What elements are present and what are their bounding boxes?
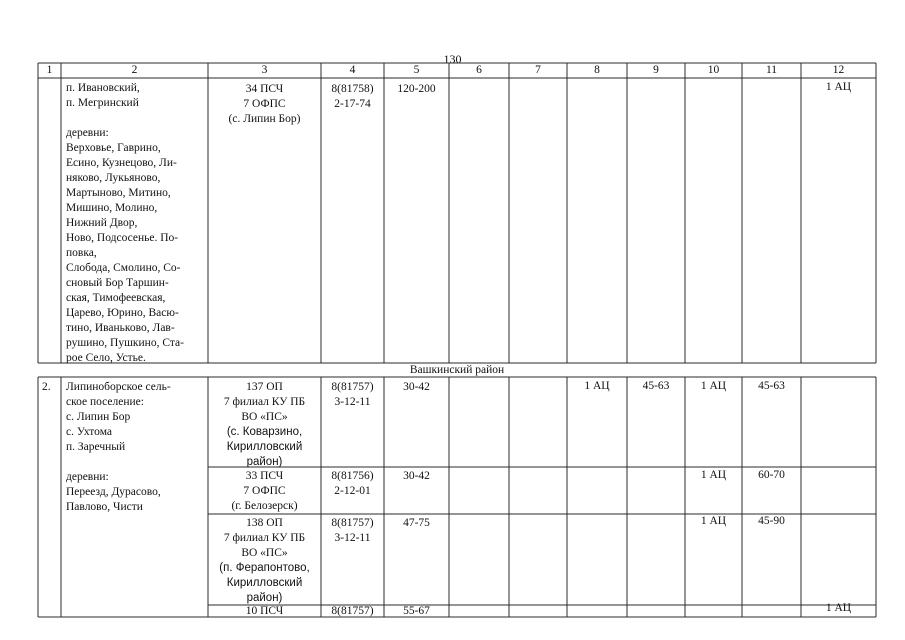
fire-unit-place: (с. Коварзино, [226, 426, 303, 438]
settlement-line: Павлово, Чисти [66, 501, 143, 513]
settlement-line: рушино, Пушкино, Ста- [66, 337, 184, 349]
settlement-line: Липиноборское сель- [66, 381, 171, 393]
settlement-line: деревни: [66, 127, 109, 139]
settlement-line: Переезд, Дурасово, [66, 486, 161, 498]
unit-4-phone: 8(81757) [331, 605, 374, 617]
unit-2-time-range: 30-42 [403, 470, 430, 482]
fire-unit-line: 7 филиал КУ ПБ [223, 396, 306, 408]
settlement-line: п. Мегринский [66, 97, 139, 109]
unit-3-phone [321, 516, 384, 546]
header-col-1: 1 [46, 64, 53, 76]
phone-line: 8(81756) [331, 470, 374, 482]
unit-3-col11: 45-90 [758, 515, 785, 527]
block2-settlement-list [66, 380, 171, 515]
unit-1-col9: 45-63 [642, 380, 670, 392]
settlement-line: п. Ивановский, [66, 82, 140, 94]
block1-phone [321, 82, 384, 112]
block2-row-number: 2. [42, 381, 51, 393]
header-col-3: 3 [261, 64, 268, 76]
unit-1-col8: 1 АЦ [584, 380, 610, 392]
phone-line: 3-12-11 [334, 396, 371, 408]
fire-unit-line: (г. Белозерск) [231, 500, 298, 512]
fire-unit-line: 33 ПСЧ [245, 470, 284, 482]
settlement-line: Мишино, Молино, [66, 202, 158, 214]
header-col-12: 12 [832, 64, 845, 76]
phone-line: 3-12-11 [334, 532, 371, 544]
phone-line: 2-12-01 [334, 485, 371, 497]
settlement-line: п. Заречный [66, 441, 126, 453]
header-col-2: 2 [131, 64, 138, 76]
header-col-7: 7 [535, 64, 541, 76]
fire-unit-line: 7 ОФПС [243, 98, 286, 110]
settlement-line: деревни: [66, 471, 109, 483]
unit-1-col11: 45-63 [758, 380, 785, 392]
fire-unit-place: Кирилловский [226, 441, 303, 453]
fire-unit-line: 7 ОФПС [243, 485, 286, 497]
phone-line: 2-17-74 [334, 98, 371, 110]
fire-unit-place: Кирилловский [226, 577, 303, 589]
unit-4-fire-unit: 10 ПСЧ [245, 605, 284, 617]
settlement-line: Слобода, Смолино, Со- [66, 262, 181, 274]
unit-1-phone [321, 380, 384, 410]
block1-time-range: 120-200 [397, 83, 436, 95]
block1-fire-unit [208, 82, 321, 127]
unit-3-col10: 1 АЦ [700, 515, 727, 527]
settlement-line: Нижний Двор, [66, 217, 138, 229]
fire-unit-line: 34 ПСЧ [245, 83, 284, 95]
unit-2-col10: 1 АЦ [700, 469, 727, 481]
settlement-line: Верховье, Гаврино, [66, 142, 161, 154]
district-title: Вашкинский район [409, 364, 505, 376]
unit-4-time-range: 55-67 [403, 605, 430, 617]
block1-settlement-list [66, 81, 184, 366]
page-number: 130 [443, 52, 462, 66]
settlement-line: ское поселение: [66, 396, 144, 408]
settlement-line: ская, Тимофеевская, [66, 292, 166, 304]
block1-equipment: 1 АЦ [825, 81, 852, 93]
settlement-line: рое Село, Устье. [66, 352, 146, 364]
settlement-line: няково, Лукьяново, [66, 172, 161, 184]
unit-1-fire-unit [208, 380, 321, 470]
fire-unit-place: район) [246, 456, 283, 468]
fire-unit-line: 138 ОП [246, 517, 283, 529]
phone-line: 8(81758) [331, 83, 374, 95]
phone-line: 8(81757) [331, 381, 374, 393]
settlement-line [66, 455, 171, 470]
header-col-5: 5 [413, 64, 420, 76]
settlement-line: Ново, Подсосенье. По- [66, 232, 179, 244]
unit-1-col10: 1 АЦ [700, 380, 727, 392]
header-col-10: 10 [707, 64, 720, 76]
header-col-8: 8 [594, 64, 600, 76]
unit-2-fire-unit [208, 469, 321, 514]
fire-unit-place: (п. Ферапонтово, [219, 562, 310, 574]
header-col-9: 9 [653, 64, 659, 76]
fire-unit-line: 7 филиал КУ ПБ [223, 532, 306, 544]
settlement-line: тино, Иваньково, Лав- [66, 322, 175, 334]
settlement-line: сновый Бор Таршин- [66, 277, 169, 289]
fire-unit-line: 137 ОП [246, 381, 283, 393]
unit-4-equipment: 1 АЦ [825, 602, 852, 614]
settlement-line [66, 111, 184, 126]
fire-unit-line: ВО «ПС» [241, 411, 288, 423]
fire-unit-line: ВО «ПС» [241, 547, 288, 559]
settlement-line: с. Ухтома [66, 426, 113, 438]
settlement-line: повка, [66, 247, 97, 259]
unit-3-fire-unit [208, 516, 321, 606]
fire-unit-place: район) [246, 592, 283, 604]
settlement-line: Есино, Кузнецово, Ли- [66, 157, 177, 169]
header-col-6: 6 [476, 64, 482, 76]
unit-2-col11: 60-70 [758, 469, 785, 481]
fire-unit-line: (с. Липин Бор) [228, 113, 301, 125]
unit-3-time-range: 47-75 [403, 517, 430, 529]
unit-2-phone [321, 469, 384, 499]
settlement-line: Царево, Юрино, Васю- [66, 307, 179, 319]
settlement-line: Мартыново, Митино, [66, 187, 171, 199]
settlement-line: с. Липин Бор [66, 411, 131, 423]
header-col-4: 4 [349, 64, 356, 76]
unit-1-time-range: 30-42 [403, 381, 430, 393]
header-col-11: 11 [765, 64, 778, 76]
phone-line: 8(81757) [331, 517, 374, 529]
